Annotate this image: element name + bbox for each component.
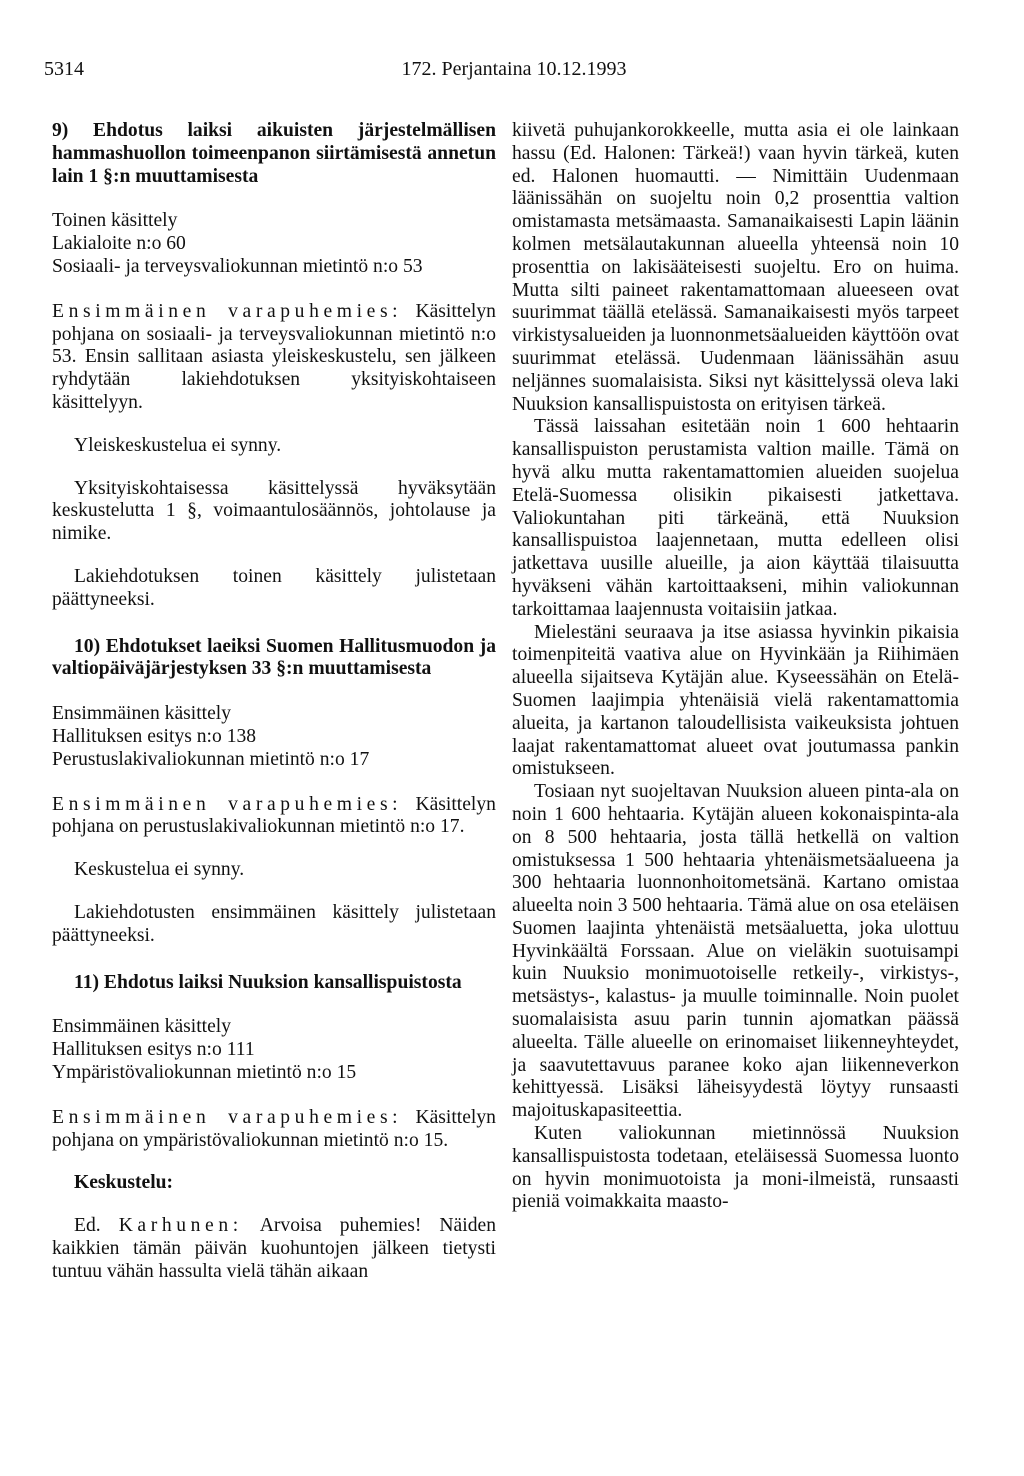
discussion-heading: Keskustelu: (74, 1172, 174, 1194)
item-10-proposal: Hallituksen esitys n:o 138 (52, 725, 257, 747)
item-9-statement (52, 301, 496, 415)
item-9-report: Sosiaali- ja terveysvaliokunnan mietintö n:o 53 (52, 255, 423, 277)
right-para-1: kiivetä puhujankorokkeelle, mutta asia ei ole lainkaan hassu (Ed. Halonen: Tärkeä!) vaan hyvin tärkeä, kuten ed. Halonen huomautti. — Nimittäin Uudenmaan läänissähän on suojeltu noin 0,2 prosenttia valtion omistamasta metsämaasta. Samanaikaisesti Lapin läänin kolmen metsälautakunnan alueella yhteensä noin 10 prosenttia on lakisääteisesti suojeltu. Ero on huima. Mutta silti paineet rakentamattomaan alueeseen ovat suurimmat täällä etelässä. Samanaikaisesti myös tarpeet virkistysalueiden ja luonnonmetsäalueiden käyttöön ovat suurimmat etelässä. Uudenmaan läänissähän asuu neljännes suomalaisista. Siksi nyt käsittelyssä oleva laki Nuuksion kansallispuistosta on erityisen tärkeä. (512, 120, 959, 415)
speech-text: Käsittelyn pohjana on ympäristövaliokunnan mietintö n:o 15. (52, 1106, 496, 1151)
item-10-heading: 10) Ehdotukset laeiksi Suomen Hallitusmuodon ja valtiopäiväjärjestyksen 33 §:n muuttamisesta (52, 635, 496, 680)
item-10-para-1: Keskustelua ei synny. (74, 859, 245, 881)
item-9-para-2: Yksityiskohtaisessa käsittelyssä hyväksytään keskustelutta 1 §, voimaantulosäännös, johtolause ja nimike. (52, 477, 496, 545)
item-11-statement (52, 1107, 496, 1153)
page-header (44, 58, 984, 88)
speaker-name: Ensimmäinen varapuhemies: (52, 793, 403, 815)
right-column (512, 120, 959, 1214)
item-9-para-1: Yleiskeskustelua ei synny. (74, 434, 282, 456)
speech-text: Käsittelyn pohjana on perustuslakivaliokunnan mietintö n:o 17. (52, 793, 496, 838)
right-para-3: Mielestäni seuraava ja itse asiassa hyvinkin pikaisia toimenpiteitä vaativa alue on Hyvinkään ja Riihimäen alueella sijaitseva Kytäjän alue. Kyseessähän on Etelä-Suomen laajimpia yhtenäisiä vielä rakentamattomia alueita, ja kartanon taloudellisista vaikeuksista johtuen laajat rakentamattomat alueet ovat joutumassa pankin omistukseen. (512, 621, 959, 780)
speaker-name: Ensimmäinen varapuhemies: (52, 300, 403, 322)
speech-text: Käsittelyn pohjana on sosiaali- ja terveysvaliokunnan mietintö n:o 53. Ensin sallitaan asiasta yleiskeskustelu, sen jälkeen ryhdytään lakiehdotuksen yksityiskohtaiseen käsittelyyn. (52, 300, 496, 413)
ed-prefix: Ed. (74, 1215, 101, 1237)
karhunen-speech (52, 1215, 496, 1283)
item-9-para-3: Lakiehdotuksen toinen käsittely julistetaan päättyneeksi. (52, 565, 496, 610)
item-11-heading: 11) Ehdotus laiksi Nuuksion kansallispuistosta (74, 971, 462, 993)
item-10-report: Perustuslakivaliokunnan mietintö n:o 17 (52, 748, 370, 770)
item-9-reading: Toinen käsittely (52, 210, 178, 232)
item-11-report: Ympäristövaliokunnan mietintö n:o 15 (52, 1061, 357, 1083)
item-9-initiative: Lakialoite n:o 60 (52, 233, 186, 255)
left-column (52, 120, 496, 1283)
item-11-proposal: Hallituksen esitys n:o 111 (52, 1039, 255, 1061)
item-11-reading: Ensimmäinen käsittely (52, 1016, 232, 1038)
speaker-name: Karhunen: (118, 1215, 243, 1237)
item-10-statement (52, 794, 496, 840)
right-para-5: Kuten valiokunnan mietinnössä Nuuksion kansallispuistosta todetaan, eteläisessä Suomessa luonto on hyvin monimuotoista ja moni-ilmeistä, runsaasti pieniä voimakkaita maasto- (512, 1123, 959, 1213)
right-para-4: Tosiaan nyt suojeltavan Nuuksion alueen pinta-ala on noin 1 600 hehtaaria. Kytäjän alueen kokonaispinta-ala on 8 500 hehtaaria, josta tällä hetkellä on valtion omistuksessa 1 500 hehtaaria yhtenäismetsäalueena ja 300 hehtaaria luonnonhoitometsänä. Kartano omistaa alueelta noin 3 500 hehtaaria. Tämä alue on osa eteläisen Suomen laajinta yhtenäistä metsäaluetta, joka ulottuu Hyvinkäältä Forssaan. Alue on vieläkin suotuisampi kuin Nuuksio monimuotoiselle retkeily-, virkistys-, metsästys-, kalastus- ja muulle toiminnalle. Noin puolet suomalaisista asuu parin tunnin ajomatkan päässä alueelta. Tälle alueelle on erinomaiset liikenneyhteydet, ja saavutettavuus paranee koko ajan liikenneverkon kehittyessä. Lisäksi läheisyydestä löytyy runsaasti majoituskapasiteettia. (512, 781, 959, 1122)
speaker-name: Ensimmäinen varapuhemies: (52, 1106, 403, 1128)
item-9-heading: 9) Ehdotus laiksi aikuisten järjestelmällisen hammashuollon toimeenpanon siirtämisestä annetun lain 1 §:n muuttamisesta (52, 120, 496, 187)
speech-text: Arvoisa puhemies! Näiden kaikkien tämän päivän kuohuntojen jälkeen tietysti tuntuu vähän hassulta vielä tähän aikaan (52, 1215, 496, 1282)
page-number: 5314 (44, 58, 84, 80)
right-para-2: Tässä laissahan esitetään noin 1 600 hehtaarin kansallispuiston perustamista valtion maille. Tämä on hyvä alku mutta rakentamattomien alueiden suojelua Etelä-Suomessa olisikin pikaisesti jatkettava. Valiokuntahan piti tärkeänä, että Nuuksion kansallispuistoa laajennetaan, mutta edelleen olisi jatkettava uusille alueille, ja aion käyttää tilaisuutta hyväkseni vähän kartoittaakseni, mihin valiokunnan tarkoittamaa laajennusta voitaisiin jatkaa. (512, 416, 959, 620)
session-title: 172. Perjantaina 10.12.1993 (401, 58, 627, 80)
item-10-reading: Ensimmäinen käsittely (52, 703, 232, 725)
item-10-para-2: Lakiehdotusten ensimmäinen käsittely julistetaan päättyneeksi. (52, 901, 496, 946)
